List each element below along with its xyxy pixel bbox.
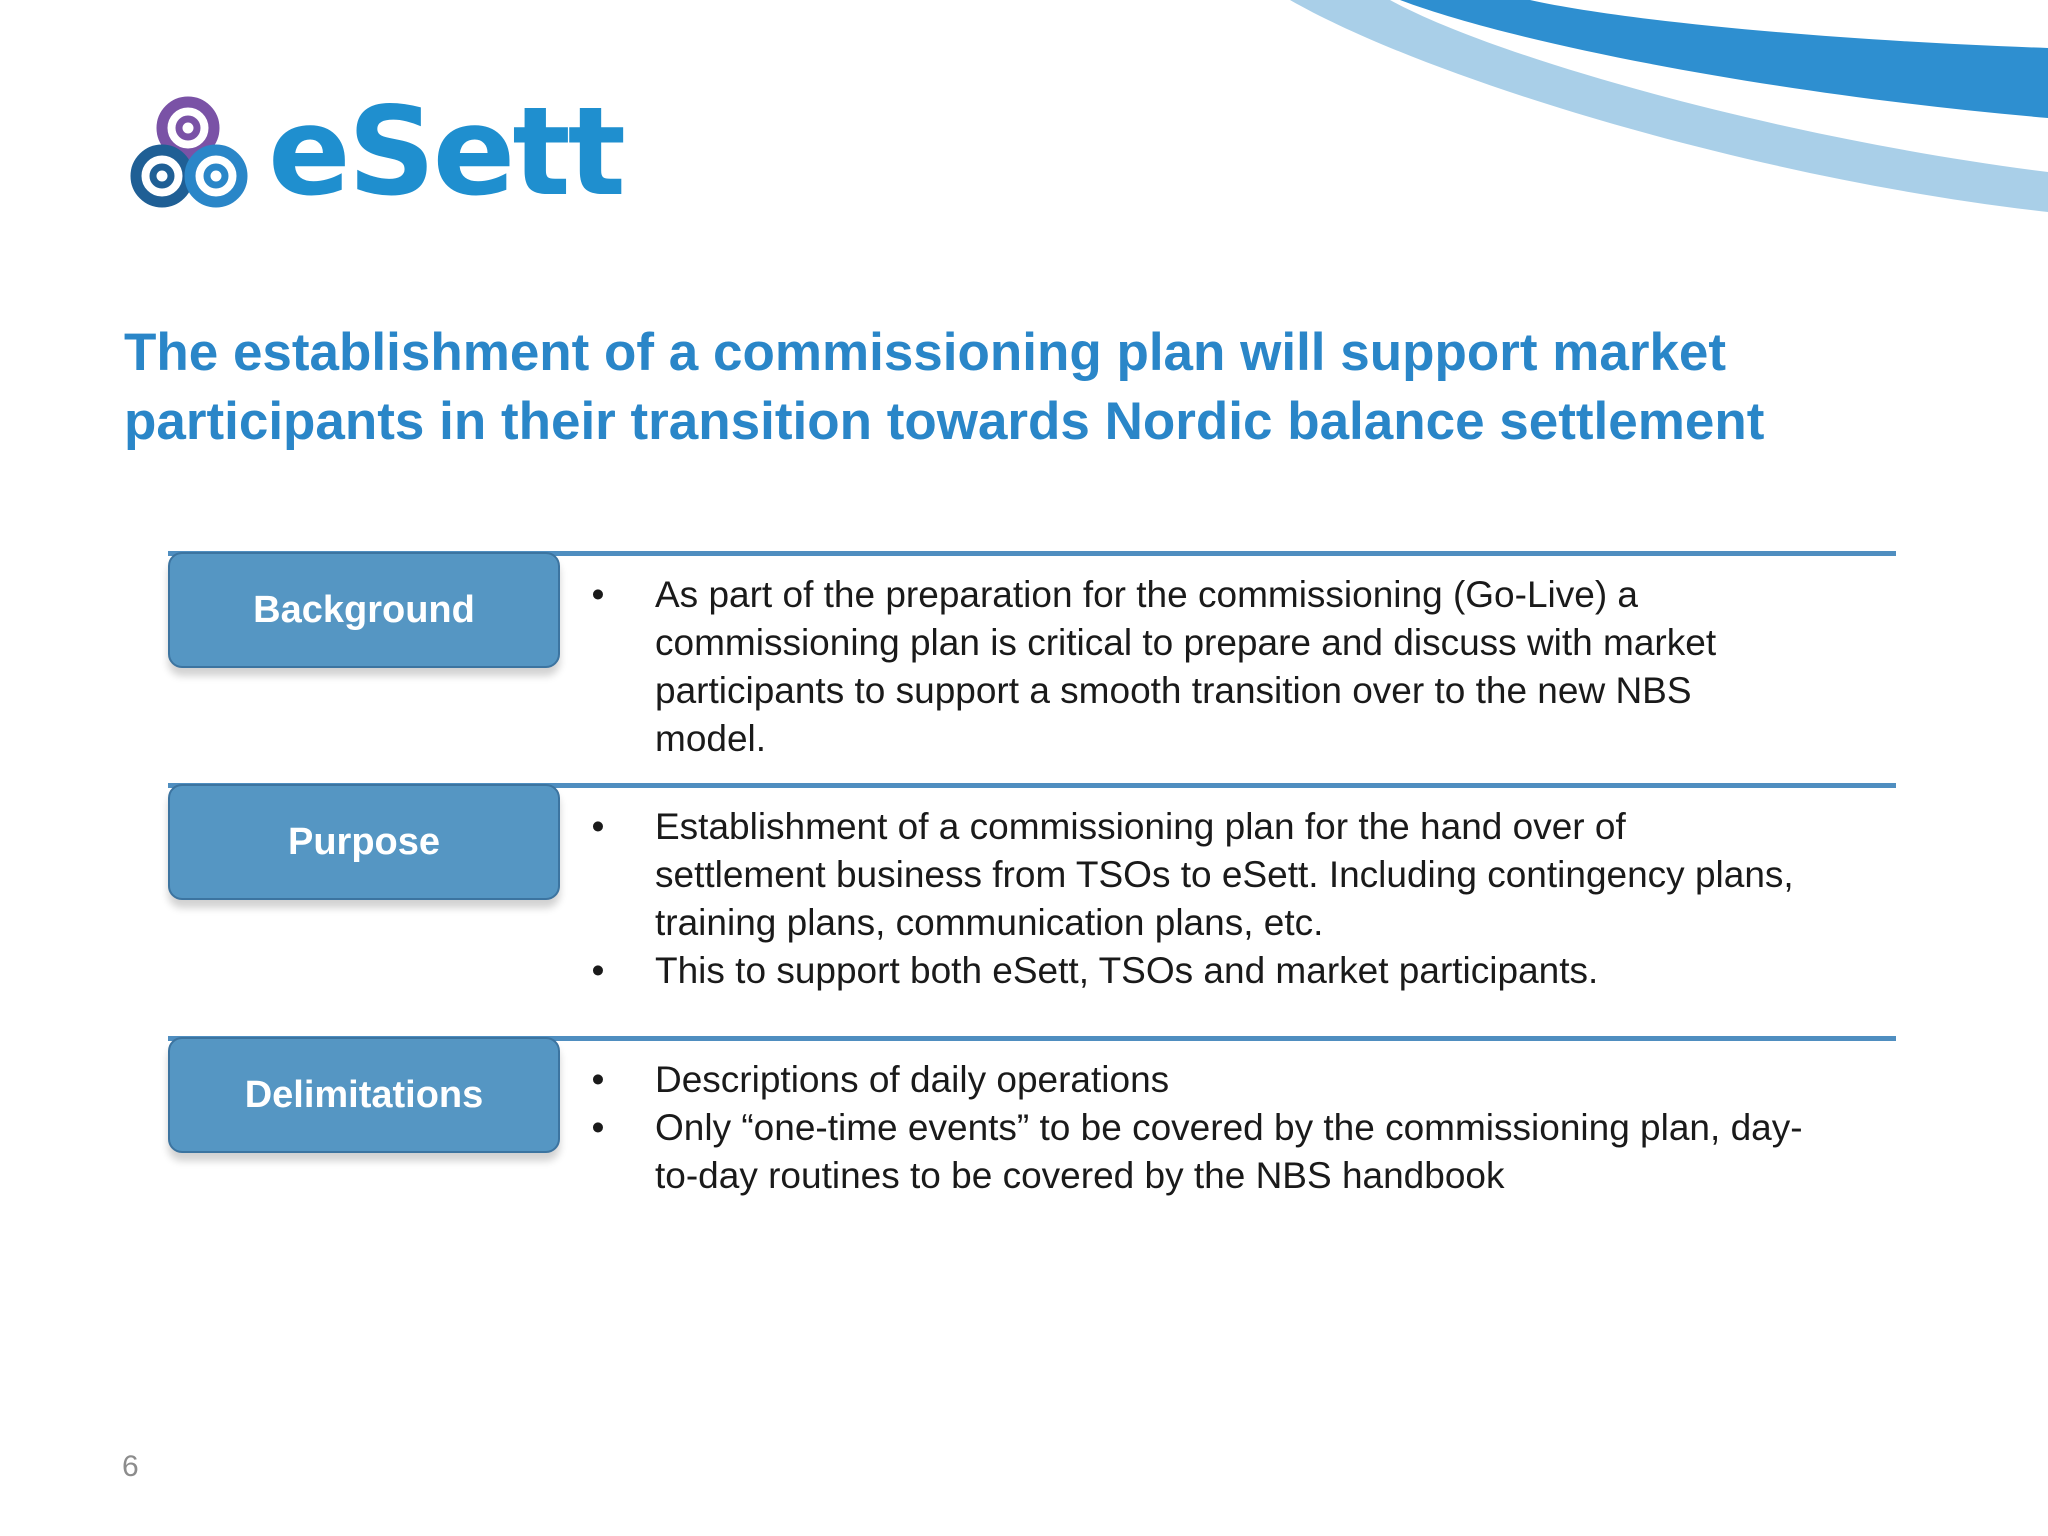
purpose-bullet-list (578, 803, 1893, 995)
slide-title (124, 318, 1984, 456)
section-background (168, 551, 1896, 771)
bullet-icon: • (591, 806, 605, 847)
bullet-text (655, 803, 1893, 947)
bullet-line: training plans, communication plans, etc. (655, 902, 1324, 943)
background-label-box (168, 552, 560, 668)
delimitations-label-box (168, 1037, 560, 1153)
bullet-line: Establishment of a commissioning plan for the hand over of (655, 806, 1626, 847)
bullet-line: participants to support a smooth transition over to the new NBS (655, 670, 1692, 711)
background-label: Background (253, 588, 475, 631)
slide-title-line: participants in their transition towards Nordic balance settlement (124, 392, 1765, 451)
bullet-item (578, 1104, 1893, 1200)
brand-wordmark: eSett (268, 81, 623, 223)
bullet-item (578, 947, 1893, 995)
esett-logo-icon (126, 90, 258, 222)
bullet-text (655, 571, 1893, 763)
bullet-item (578, 1056, 1893, 1104)
bullet-item (578, 571, 1893, 763)
bullet-line: This to support both eSett, TSOs and market participants. (655, 950, 1599, 991)
bullet-line: Only “one-time events” to be covered by the commissioning plan, day- (655, 1107, 1803, 1148)
bullet-icon: • (591, 1059, 605, 1100)
bullet-icon: • (591, 1107, 605, 1148)
bullet-text (655, 1104, 1893, 1200)
purpose-label-box (168, 784, 560, 900)
bullet-icon: • (591, 574, 605, 615)
purpose-label: Purpose (287, 820, 441, 863)
bullet-icon: • (591, 950, 605, 991)
bullet-line: to-day routines to be covered by the NBS handbook (655, 1155, 1505, 1196)
esett-logo (126, 81, 623, 226)
bullet-line: As part of the preparation for the commissioning (Go-Live) a (655, 574, 1639, 615)
section-purpose (168, 783, 1896, 1023)
bullet-line: commissioning plan is critical to prepare and discuss with market (655, 622, 1717, 663)
page-number: 6 (122, 1450, 139, 1483)
slide-title-line: The establishment of a commissioning plan will support market (124, 323, 1727, 382)
bullet-line: settlement business from TSOs to eSett. Including contingency plans, (655, 854, 1794, 895)
bullet-text (655, 1056, 1893, 1104)
background-bullet-list (578, 571, 1893, 763)
bullet-text (655, 947, 1893, 995)
bullet-item (578, 803, 1893, 947)
bullet-line: model. (655, 718, 767, 759)
delimitations-label: Delimitations (244, 1073, 484, 1116)
section-delimitations (168, 1036, 1896, 1236)
delimitations-bullet-list (578, 1056, 1893, 1200)
bullet-line: Descriptions of daily operations (655, 1059, 1170, 1100)
